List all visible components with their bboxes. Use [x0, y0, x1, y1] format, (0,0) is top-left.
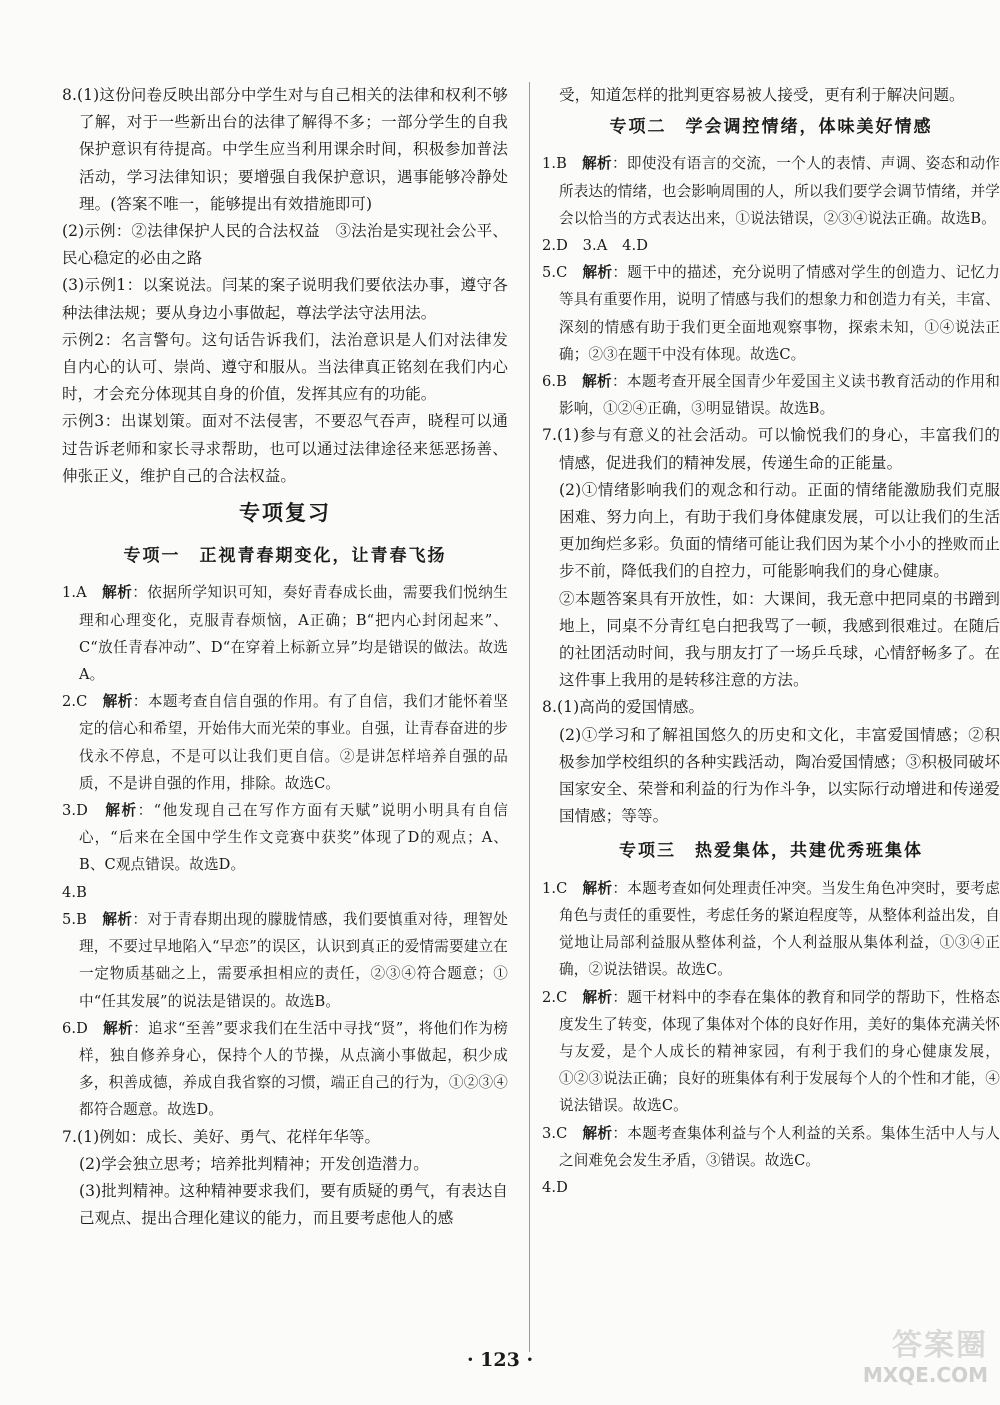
q7-part2: (2)学会独立思考；培养批判精神；开发创造潜力。 [79, 1154, 429, 1173]
section3-answers [542, 875, 1000, 1201]
watermark-bottom-text: MXQE.COM [862, 1363, 988, 1387]
s2-q7-part2-example: ②本题答案具有开放性，如：大课间，我无意中把同桌的书蹭到地上，同桌不分青红皂白把我骂了一顿，我感到很难过。在随后的社团活动时间，我与朋友打了一场乒乓球，心情舒畅多了。在这件事上我用的是转移注意的方法。 [559, 589, 1000, 690]
watermark-logo [838, 1329, 988, 1391]
answer-item: 6.B 解析：本题考查开展全国青少年爱国主义读书教育活动的作用和影响，①②④正确，③明显错误。故选B。 [542, 373, 1000, 418]
answer-item: 5.B 解析：对于青春期出现的朦胧情感，我们要慎重对待，理智处理，不要过早地陷入“早恋”的误区，认识到真正的爱情需要建立在一定物质基础之上，需要承担相应的责任，②③④符合题意；①中“任其发展”的说法是错误的。故选B。 [62, 910, 508, 1010]
answer-item: 6.D 解析：追求“至善”要求我们在生活中寻找“贤”，将他们作为榜样，独自修养身心，保持个人的节操，从点滴小事做起，积少成多，积善成德，养成自我省察的习惯，端正自己的行为，①②③④都符合题意。故选D。 [62, 1019, 508, 1119]
section1-title: 专项一 正视青春期变化，让青春飞扬 [123, 546, 447, 567]
s2-q8-part1: 8.(1)高尚的爱国情感。 [542, 698, 705, 717]
page-number: · 123 · [466, 1349, 534, 1371]
answer-item: 3.C 解析：本题考查集体利益与个人利益的关系。集体生活中人与人之间难免会发生矛盾，③错误。故选C。 [542, 1124, 1000, 1169]
answer-item: 1.A 解析：依据所学知识可知，奏好青春成长曲，需要我们悦纳生理和心理变化，克服青春烦恼，A正确；B“把内心封闭起来”、C“放任青春冲动”、D“在穿着上标新立异”均是错误的做法。故选A。 [62, 584, 508, 684]
q8-part3-example1: (3)示例1：以案说法。闫某的案子说明我们要依法办事，遵守各种法律法规；要从身边小事做起，尊法学法守法用法。 [62, 276, 508, 322]
section1-answers [62, 579, 508, 1123]
right-column [542, 82, 1000, 1201]
section3-title: 专项三 热爱集体，共建优秀班集体 [619, 841, 923, 862]
section2-answers [542, 150, 1000, 422]
answer-item: 2.D 3.A 4.D [542, 237, 648, 255]
q8-part3-example2: 示例2：名言警句。这句话告诉我们，法治意识是人们对法律发自内心的认可、崇尚、遵守和服从。当法律真正铭刻在我们内心时，才会充分体现其自身的价值，发挥其应有的功能。 [62, 330, 508, 404]
s2-q7-part1: 7.(1)参与有意义的社会活动。可以愉悦我们的身心，丰富我们的情感，促进我们的精神发展，传递生命的正能量。 [542, 426, 1000, 472]
answer-item: 2.C 解析：本题考查自信自强的作用。有了自信，我们才能怀着坚定的信心和希望，开始伟大而光荣的事业。自强，让青春奋进的步伐永不停息，不是可以让我们更自信。②是讲怎样培养自强的品质，不是讲自强的作用，排除。故选C。 [62, 693, 508, 792]
q8-part2: (2)示例：②法律保护人民的合法权益 ③法治是实现社会公平、民心稳定的必由之路 [62, 222, 508, 268]
section2-title: 专项二 学会调控情绪，体味美好情感 [609, 117, 933, 138]
watermark-top-text: 答案圈 [892, 1328, 988, 1363]
q7-part3-continued: 受，知道怎样的批判更容易被人接受，更有利于解决问题。 [559, 86, 965, 104]
s2-q7-part2: (2)①情绪影响我们的观念和行动。正面的情绪能激励我们克服困难、努力向上，有助于我们身体健康发展，可以让我们的生活更加绚烂多彩。负面的情绪可能让我们因为某个小小的挫败而止步不前，降低我们的自控力，可能影响我们的身心健康。 [559, 480, 1000, 581]
q8-part3-example3: 示例3：出谋划策。面对不法侵害，不要忍气吞声，晓程可以通过告诉老师和家长寻求帮助，也可以通过法律途径来惩恶扬善、伸张正义，维护自己的合法权益。 [62, 412, 508, 485]
q8-part1: 8.(1)这份问卷反映出部分中学生对与自己相关的法律和权利不够了解，对于一些新出台的法律了解得不多；一部分学生的自我保护意识有待提高。中学生应当利用课余时间，积极参加普法活动，学习法律知识；要增强自我保护意识，遇事能够冷静处理。(答案不唯一，能够提出有效措施即可) [62, 86, 508, 213]
answer-item: 5.C 解析：题干中的描述，充分说明了情感对学生的创造力、记忆力等具有重要作用，说明了情感与我们的想象力和创造力有关，丰富、深刻的情感有助于我们更全面地观察事物，探索未知，①④说法正确；②③在题干中没有体现。故选C。 [542, 264, 1000, 363]
s2-q8-part2: (2)①学习和了解祖国悠久的历史和文化，丰富爱国情感；②积极参加学校组织的各种实践活动，陶冶爱国情感；③积极同破坏国家安全、荣誉和利益的行为作斗争，以实际行动增进和传递爱国情感；等等。 [559, 725, 1000, 826]
answer-item: 1.C 解析：本题考查如何处理责任冲突。当发生角色冲突时，要考虑角色与责任的重要性，考虑任务的紧迫程度等，从整体利益出发，自觉地让局部利益服从整体利益，个人利益服从集体利益，①③④正确，②说法错误。故选C。 [542, 879, 1000, 979]
answer-item: 4.D [542, 1178, 568, 1196]
q7-part3: (3)批判精神。这种精神要求我们，要有质疑的勇气，有表达自己观点、提出合理化建议的能力，而且要考虑他人的感 [79, 1181, 508, 1228]
main-heading: 专项复习 [239, 501, 331, 526]
q7-part1: 7.(1)例如：成长、美好、勇气、花样年华等。 [62, 1127, 381, 1146]
answer-item: 4.B [62, 883, 87, 901]
left-column [62, 82, 508, 1232]
column-divider [529, 82, 530, 1352]
answer-item: 3.D 解析：“他发现自己在写作方面有天赋”说明小明具有自信心，“后来在全国中学生作文竞赛中获奖”体现了D的观点；A、B、C观点错误。故选D。 [62, 802, 508, 874]
answer-item: 2.C 解析：题干材料中的李春在集体的教育和同学的帮助下，性格态度发生了转变，体现了集体对个体的良好作用，美好的集体充满关怀与友爱，是个人成长的精神家园，有利于我们的身心健康发展，①②③说法正确；良好的班集体有利于发展每个人的个性和才能，④说法错误。故选C。 [542, 988, 1000, 1115]
answer-item: 1.B 解析：即使没有语言的交流，一个人的表情、声调、姿态和动作所表达的情绪，也会影响周围的人，所以我们要学会调节情绪，并学会以恰当的方式表达出来，①说法错误，②③④说法正确。故选B。 [542, 155, 1000, 227]
